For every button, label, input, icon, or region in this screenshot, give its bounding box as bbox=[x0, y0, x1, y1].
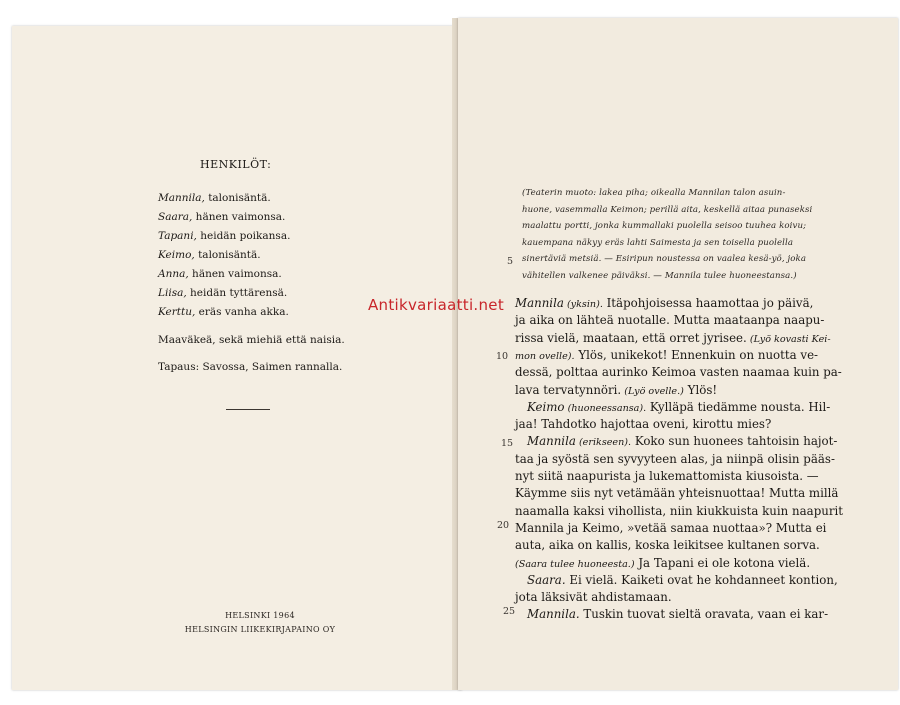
divider-rule bbox=[226, 409, 270, 410]
cast-member: Tapani, heidän poikansa. bbox=[158, 230, 291, 242]
text-line: naamalla kaksi vihollista, niin kiukkuista kuin naapurit bbox=[515, 503, 843, 518]
cast-heading: HENKILÖT: bbox=[200, 158, 272, 171]
stage-line: kauempana näkyy eräs lahti Saimesta ja sen toisella puolella bbox=[522, 237, 794, 248]
text-line: mon ovelle). Ylös, unikekot! Ennenkuin on nuotta ve- bbox=[515, 347, 819, 362]
imprint-city-year: HELSINKI 1964 bbox=[225, 611, 295, 620]
text-line: ja aika on lähteä nuotalle. Mutta maataanpa naapu- bbox=[515, 313, 825, 328]
stage-line: (Teaterin muoto: lakea piha; oikealla Mannilan talon asuin- bbox=[522, 188, 786, 198]
imprint-printer: HELSINGIN LIIKEKIRJAPAINO OY bbox=[184, 625, 336, 634]
text-line: rissa vielä, maataan, että orret jyrisee. (Lyö kovasti Kei- bbox=[515, 330, 831, 345]
cast-member: Saara, hänen vaimonsa. bbox=[158, 211, 286, 223]
text-line: Mannila ja Keimo, »vetää samaa nuottaa»? Mutta ei bbox=[515, 520, 827, 535]
stage-line: sinertäviä metsiä. — Esiripun noustessa on vaalea kesä-yö, joka bbox=[522, 254, 807, 265]
line-number: 5 bbox=[507, 256, 514, 267]
stage-line: maalattu portti, jonka kummallaki puolella seisoo tuuhea koivu; bbox=[522, 221, 807, 232]
text-line: lava tervatynnöri. (Lyö ovelle.) Ylös! bbox=[515, 382, 718, 397]
text-line: jota läksivät ahdistamaan. bbox=[515, 590, 672, 605]
text-line: Käymme siis nyt vetämään yhteisnuottaa! Mutta millä bbox=[515, 486, 839, 501]
text-line: Mannila (erikseen). Koko sun huonees tahtoisin hajot- bbox=[527, 434, 838, 449]
left-page bbox=[12, 26, 462, 690]
stage-line: vähitellen valkenee päiväksi. — Mannila tulee huoneestansa.) bbox=[522, 271, 797, 281]
crowd-note: Maaväkeä, sekä miehiä että naisia. bbox=[158, 334, 345, 346]
line-number: 20 bbox=[497, 520, 510, 531]
text-line: Saara. Ei vielä. Kaiketi ovat he kohdanneet kontion, bbox=[527, 572, 838, 587]
text-line: taa ja syöstä sen syvyyteen alas, ja niinpä olisin pääs- bbox=[515, 451, 835, 466]
setting-note: Tapaus: Savossa, Saimen rannalla. bbox=[158, 361, 343, 373]
text-line: nyt siitä naapurista ja lukemattomista kiusoista. — bbox=[515, 469, 819, 483]
cast-member: Kerttu, eräs vanha akka. bbox=[158, 306, 289, 318]
text-line: Mannila (yksin). Itäpohjoisessa haamottaa jo päivä, bbox=[515, 296, 814, 310]
text-line: auta, aika on kallis, koska leikitsee kultanen sorva. bbox=[515, 538, 820, 553]
watermark: Antikvariaatti.net bbox=[368, 296, 505, 314]
stage-line: huone, vasemmalla Keimon; perillä aita, keskellä aitaa punaseksi bbox=[522, 204, 813, 215]
cast-member: Anna, hänen vaimonsa. bbox=[158, 268, 282, 280]
line-number: 15 bbox=[501, 438, 514, 449]
cast-member: Keimo, talonisäntä. bbox=[158, 249, 261, 261]
text-line: Keimo (huoneessansa). Kylläpä tiedämme nousta. Hil- bbox=[527, 399, 831, 414]
text-line: jaa! Tahdotko hajottaa oveni, kirottu mies? bbox=[515, 417, 772, 432]
text-line: dessä, polttaa aurinko Keimoa vasten naamaa kuin pa- bbox=[515, 365, 842, 380]
cast-member: Mannila, talonisäntä. bbox=[158, 192, 271, 204]
line-number: 25 bbox=[503, 606, 516, 617]
text-line: Mannila. Tuskin tuovat sieltä oravata, vaan ei kar- bbox=[527, 607, 829, 622]
line-number: 10 bbox=[496, 351, 509, 362]
cast-member: Liisa, heidän tyttärensä. bbox=[158, 287, 288, 299]
text-line: (Saara tulee huoneesta.) Ja Tapani ei ole kotona vielä. bbox=[515, 555, 811, 570]
imprint bbox=[160, 609, 360, 637]
